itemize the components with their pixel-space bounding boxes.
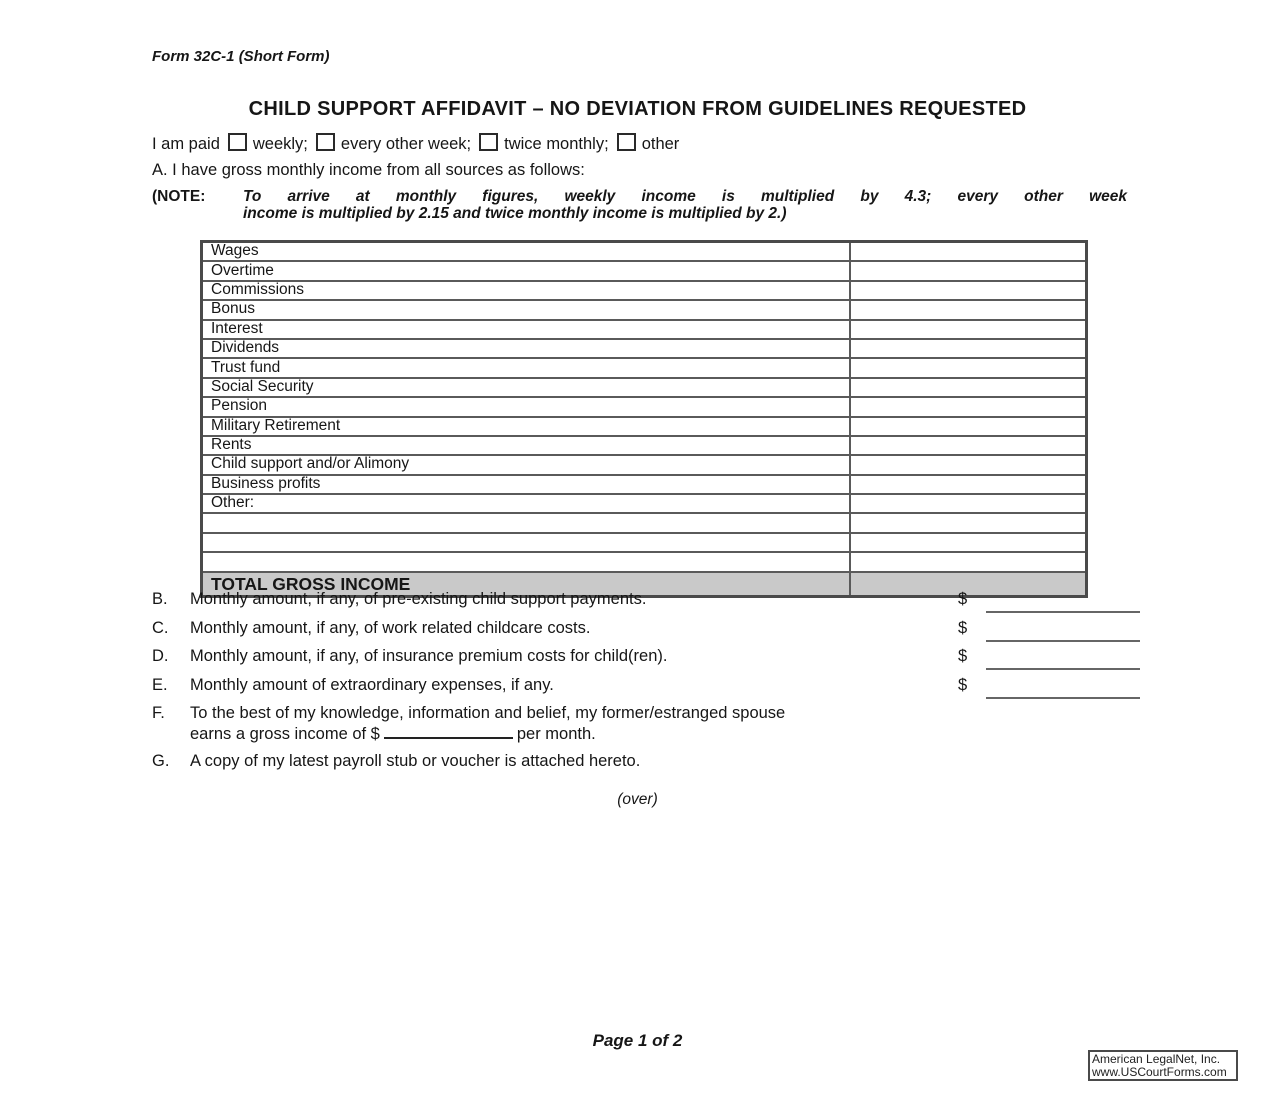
income-source-cell: Business profits: [202, 475, 851, 494]
item-c-amount-line[interactable]: [986, 640, 1140, 642]
table-row: [202, 378, 1087, 397]
income-source-cell: Child support and/or Alimony: [202, 455, 851, 474]
income-source-cell: [202, 533, 851, 552]
item-f-line1-text: To the best of my knowledge, information and belief, my former/estranged spouse: [190, 704, 786, 722]
checkbox-every-other-week[interactable]: [316, 133, 335, 151]
income-source-cell: Other:: [202, 494, 851, 513]
item-g: [152, 752, 1152, 771]
income-amount-cell[interactable]: [850, 397, 1087, 416]
table-row: [202, 261, 1087, 280]
item-g-letter: G.: [152, 752, 170, 770]
paid-option-label-every-other-week: every other week;: [340, 135, 472, 153]
income-amount-cell[interactable]: [850, 417, 1087, 436]
table-row: [202, 397, 1087, 416]
item-d: [152, 647, 1152, 666]
income-source-cell: [202, 513, 851, 532]
item-c-dollar-sign: $: [958, 619, 968, 637]
table-row: [202, 417, 1087, 436]
vendor-url: www.USCourtForms.com: [1092, 1064, 1227, 1079]
item-d-text: Monthly amount, if any, of insurance premium costs for child(ren).: [190, 647, 668, 665]
income-amount-cell[interactable]: [850, 494, 1087, 513]
form-number: Form 32C-1 (Short Form): [152, 48, 330, 65]
income-amount-cell[interactable]: [850, 436, 1087, 455]
table-row: [202, 281, 1087, 300]
income-amount-cell[interactable]: [850, 552, 1087, 571]
paid-option-label-twice-monthly: twice monthly;: [504, 135, 609, 153]
item-e: [152, 676, 1152, 695]
table-row: [202, 455, 1087, 474]
income-amount-cell[interactable]: [850, 358, 1087, 377]
table-row: [202, 513, 1087, 532]
item-e-amount-line[interactable]: [986, 697, 1140, 699]
item-e-dollar-sign: $: [958, 676, 968, 694]
item-g-text: A copy of my latest payroll stub or voucher is attached hereto.: [190, 752, 641, 770]
item-e-text: Monthly amount of extraordinary expenses, if any.: [190, 676, 554, 694]
item-c: [152, 619, 1152, 638]
income-amount-cell[interactable]: [850, 533, 1087, 552]
checkbox-other[interactable]: [617, 133, 636, 151]
income-amount-cell[interactable]: [850, 475, 1087, 494]
table-row: [202, 552, 1087, 571]
table-row: [202, 533, 1087, 552]
income-source-cell: Social Security: [202, 378, 851, 397]
over-note: (over): [617, 791, 658, 808]
section-a-heading: A. I have gross monthly income from all sources as follows:: [152, 161, 585, 179]
income-source-cell: Rents: [202, 436, 851, 455]
income-source-cell: Military Retirement: [202, 417, 851, 436]
income-source-cell: Commissions: [202, 281, 851, 300]
income-source-cell: Dividends: [202, 339, 851, 358]
income-source-cell: Bonus: [202, 300, 851, 319]
item-f-letter: F.: [152, 704, 165, 722]
item-f-line2-after: per month.: [516, 725, 596, 743]
table-row: [202, 475, 1087, 494]
income-table: [200, 240, 1088, 598]
table-row: [202, 242, 1087, 262]
total-gross-income-label: TOTAL GROSS INCOME: [202, 572, 851, 597]
item-d-dollar-sign: $: [958, 647, 968, 665]
vendor-stamp: [1088, 1050, 1238, 1081]
item-f-line1: [152, 704, 1152, 723]
income-amount-cell[interactable]: [850, 300, 1087, 319]
item-c-text: Monthly amount, if any, of work related childcare costs.: [190, 619, 591, 637]
item-b: [152, 590, 1152, 609]
spouse-income-blank[interactable]: [384, 724, 513, 739]
item-b-text: Monthly amount, if any, of pre-existing child support payments.: [190, 590, 647, 608]
item-d-letter: D.: [152, 647, 169, 665]
note-paragraph: [152, 188, 1127, 222]
income-amount-cell[interactable]: [850, 513, 1087, 532]
checkbox-twice-monthly[interactable]: [479, 133, 498, 151]
income-source-cell: Overtime: [202, 261, 851, 280]
checkbox-weekly[interactable]: [228, 133, 247, 151]
item-b-letter: B.: [152, 590, 168, 608]
table-row: [202, 436, 1087, 455]
item-f-line2-before: earns a gross income of $: [190, 725, 380, 743]
income-amount-cell[interactable]: [850, 378, 1087, 397]
item-b-amount-line[interactable]: [986, 611, 1140, 613]
item-f: [152, 704, 1152, 744]
paid-option-label-weekly: weekly;: [252, 135, 308, 153]
note-line1: To arrive at monthly figures, weekly income is multiplied by 4.3; every other week: [243, 188, 1127, 205]
note-body: [243, 188, 1127, 222]
item-c-letter: C.: [152, 619, 169, 637]
table-row: [202, 494, 1087, 513]
item-b-dollar-sign: $: [958, 590, 968, 608]
vendor-name: American LegalNet, Inc.: [1092, 1052, 1221, 1066]
income-source-cell: Trust fund: [202, 358, 851, 377]
item-d-amount-line[interactable]: [986, 668, 1140, 670]
note-line2: income is multiplied by 2.15 and twice monthly income is multiplied by 2.): [243, 205, 787, 222]
paid-option-label-other: other: [641, 135, 680, 153]
item-e-letter: E.: [152, 676, 168, 694]
page-number: Page 1 of 2: [592, 1031, 683, 1050]
income-amount-cell[interactable]: [850, 242, 1087, 262]
income-amount-cell[interactable]: [850, 339, 1087, 358]
income-amount-cell[interactable]: [850, 455, 1087, 474]
note-label: (NOTE:: [152, 188, 206, 205]
form-title: CHILD SUPPORT AFFIDAVIT – NO DEVIATION FROM GUIDELINES REQUESTED: [248, 98, 1027, 120]
item-f-line2: [190, 724, 1152, 744]
table-row: [202, 300, 1087, 319]
table-row: [202, 358, 1087, 377]
income-source-cell: Pension: [202, 397, 851, 416]
paid-frequency-line: [152, 133, 679, 154]
income-source-cell: Wages: [202, 242, 851, 262]
paid-line-prefix: I am paid: [152, 135, 220, 153]
income-amount-cell[interactable]: [850, 261, 1087, 280]
income-source-cell: Interest: [202, 320, 851, 339]
income-source-cell: [202, 552, 851, 571]
table-row: [202, 320, 1087, 339]
table-row: [202, 339, 1087, 358]
income-amount-cell[interactable]: [850, 320, 1087, 339]
income-amount-cell[interactable]: [850, 281, 1087, 300]
